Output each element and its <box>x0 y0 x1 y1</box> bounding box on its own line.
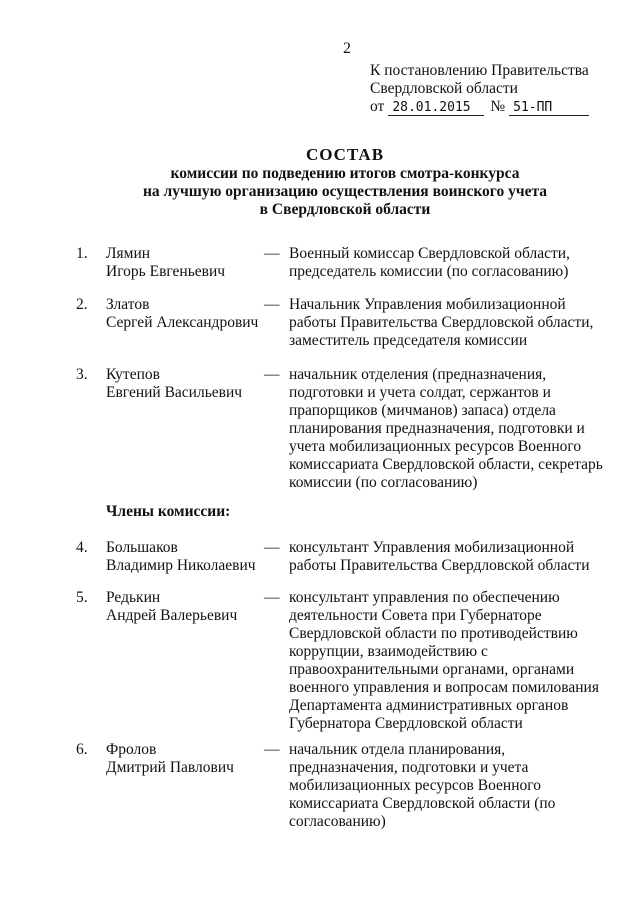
title-line-2: на лучшую организацию осуществления воинского учета <box>143 183 547 200</box>
member-surname: Большаков <box>106 539 178 556</box>
member-role: начальник отдела планирования, предназначения, подготовки и учета мобилизационных ресурсов Военного комиссариата Свердловской области (по согласованию) <box>289 741 556 830</box>
member-dash: — <box>264 296 280 313</box>
member-name <box>106 589 266 625</box>
member-dash: — <box>264 539 280 556</box>
member-dash: — <box>264 366 280 383</box>
title-line-1: комиссии по подведению итогов смотра-конкурса <box>170 165 520 182</box>
member-surname: Фролов <box>106 741 157 758</box>
member-number: 5. <box>76 589 88 606</box>
member-surname: Редькин <box>106 589 161 606</box>
member-name <box>106 539 266 575</box>
member-surname: Кутепов <box>106 366 160 383</box>
approval-from-label: от <box>370 98 385 115</box>
approval-number: 51-ПП <box>509 100 589 116</box>
member-role: консультант Управления мобилизационной работы Правительства Свердловской области <box>289 539 590 574</box>
member-name <box>106 741 266 777</box>
member-surname: Лямин <box>106 245 151 262</box>
member-dash: — <box>264 245 280 262</box>
approval-line-2: Свердловской области <box>370 80 518 97</box>
member-given-names: Евгений Васильевич <box>106 384 243 401</box>
member-number: 1. <box>76 245 88 262</box>
member-number: 3. <box>76 366 88 383</box>
member-number: 2. <box>76 296 88 313</box>
member-given-names: Дмитрий Павлович <box>106 759 234 776</box>
member-dash: — <box>264 741 280 758</box>
member-given-names: Владимир Николаевич <box>106 557 256 574</box>
member-dash: — <box>264 589 280 606</box>
page-number: 2 <box>343 40 351 57</box>
members-header: Члены комиссии: <box>106 503 231 520</box>
member-role: Начальник Управления мобилизационной работы Правительства Свердловской области, заместитель председателя комиссии <box>289 296 594 349</box>
approval-date-number-line <box>370 98 589 116</box>
document-title <box>0 145 640 219</box>
approval-number-label: № <box>490 98 506 115</box>
member-name <box>106 296 266 332</box>
member-given-names: Сергей Александрович <box>106 314 259 331</box>
member-role: Военный комиссар Свердловской области, председатель комиссии (по согласованию) <box>289 245 570 280</box>
title-main: СОСТАВ <box>305 145 385 164</box>
approval-block <box>370 62 589 116</box>
member-role: начальник отделения (предназначения, подготовки и учета солдат, сержантов и прапорщиков (мичманов) запаса) отдела планирования предназначения, подготовки и учета мобилизационных ресурсов Военного комиссариата Свердловской области, секретарь комиссии (по согласованию) <box>289 366 603 491</box>
member-number: 6. <box>76 741 88 758</box>
approval-date: 28.01.2015 <box>388 100 484 116</box>
member-name <box>106 245 266 281</box>
member-number: 4. <box>76 539 88 556</box>
member-name <box>106 366 266 402</box>
member-given-names: Игорь Евгеньевич <box>106 263 226 280</box>
approval-line-1: К постановлению Правительства <box>370 62 589 79</box>
member-given-names: Андрей Валерьевич <box>106 607 238 624</box>
member-surname: Златов <box>106 296 150 313</box>
title-line-3: в Свердловской области <box>259 201 431 218</box>
member-role: консультант управления по обеспечению деятельности Совета при Губернаторе Свердловской области по противодействию коррупции, взаимодействию с правоохранительными органами, органами военного управления и вопросам помилования Департамента административных органов Губернатора Свердловской области <box>289 589 599 732</box>
